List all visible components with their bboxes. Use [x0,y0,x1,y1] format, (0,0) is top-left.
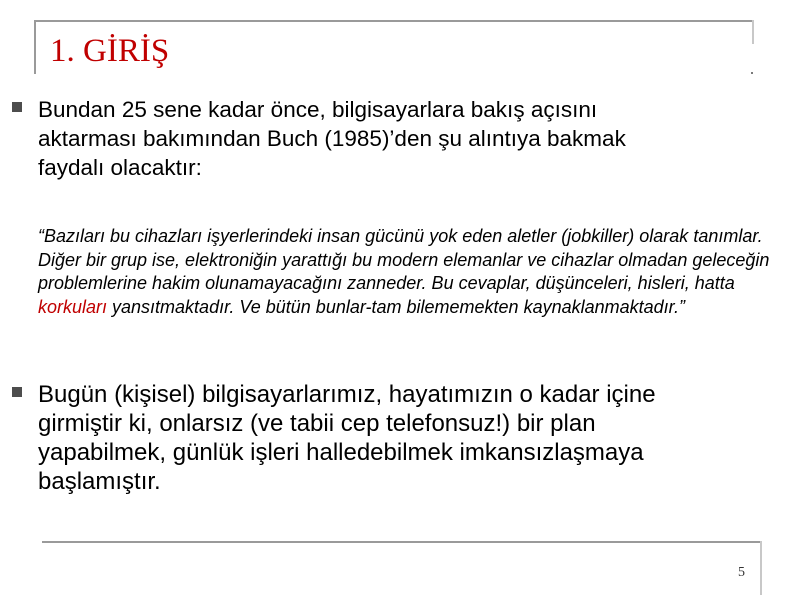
square-bullet-icon [12,387,22,397]
footer-right-rule [760,541,762,595]
bullet-2-text: Bugün (kişisel) bilgisayarlarımız, hayatımızın o kadar içine girmiştir ki, onlarsız (ve tabii cep telefonsuz!) bir plan yapabilmek, günlük işleri halledebilmek imkansızlaşmaya başlamıştır. [38,381,656,495]
title-right-rule [752,20,754,44]
title-left-rule [34,20,36,74]
slide-title: 1. GİRİŞ [50,33,170,69]
square-bullet-icon [12,102,22,112]
quote-block [38,225,798,319]
quote-text-end: yansıtmaktadır. Ve bütün bunlar-tam bilememekten kaynaklanmaktadır.” [107,296,685,317]
quote-highlight: korkuları [38,296,108,317]
title-top-rule [36,20,754,22]
footer-rule [42,541,760,543]
title-corner-dot [751,72,753,74]
page-number: 5 [738,565,745,580]
quote-text-start: “Bazıları bu cihazları işyerlerindeki insan gücünü yok eden aletler (jobkiller) olarak tanımlar. Diğer bir grup ise, elektroniğin yarattığı bu modern elemanlar ve cihazlar olmadan geleceğin problemlerine hakim olunamayacağını zanneder. Bu cevaplar, düşünceleri, hisleri, hatta [38,226,770,293]
bullet-1-text: Bundan 25 sene kadar önce, bilgisayarlara bakış açısını aktarması bakımından Buch (1985)’den şu alıntıya bakmak faydalı olacaktır: [38,97,626,180]
